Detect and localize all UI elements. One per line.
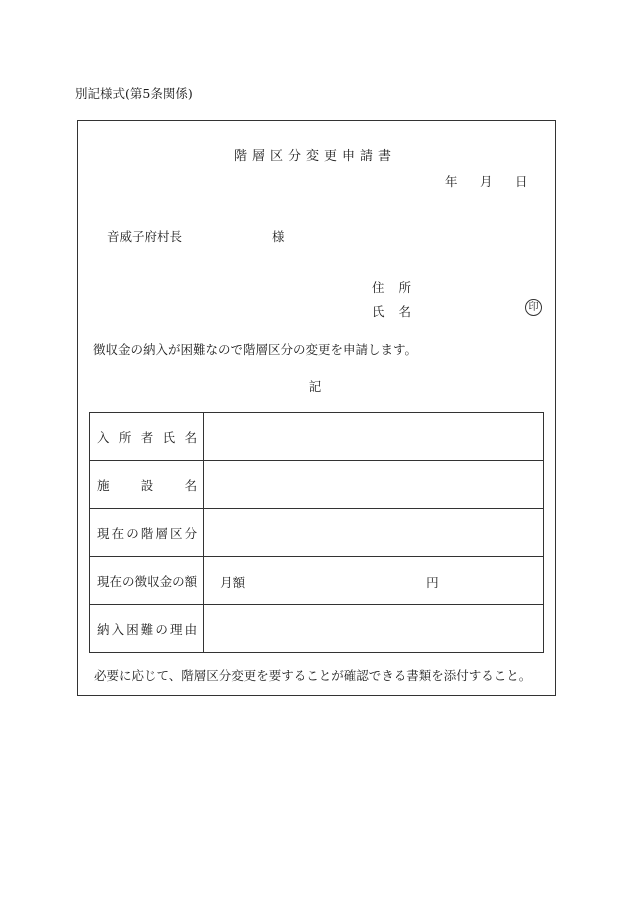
table-row <box>90 413 544 461</box>
reason-label-cell <box>90 605 204 653</box>
facility-name-label: 施 設 名 <box>97 477 198 493</box>
facility-name-label-cell <box>90 461 204 509</box>
date-day-label: 日 <box>515 174 528 189</box>
reason-label: 納 入 困 難 の 理 由 <box>97 621 198 637</box>
document-title: 階層区分変更申請書 <box>233 149 396 164</box>
current-fee-label: 現 在 の 徴 収 金 の 額 <box>97 573 198 589</box>
yen-unit-label: 円 <box>426 575 439 590</box>
recipient-name: 音威子府村長 <box>107 229 183 244</box>
table-row <box>90 557 544 605</box>
application-statement: 徴収金の納入が困難なので階層区分の変更を申請します。 <box>93 342 418 357</box>
facility-name-field[interactable] <box>204 461 544 509</box>
recipient-honorific: 様 <box>272 229 285 244</box>
applicant-address-label: 住所 <box>372 280 426 295</box>
date-month-label: 月 <box>480 174 493 189</box>
form-caption: 別記様式(第5条関係) <box>75 86 193 101</box>
table-row <box>90 509 544 557</box>
current-fee-label-cell <box>90 557 204 605</box>
current-class-label-cell <box>90 509 204 557</box>
seal-mark-icon: 印 <box>525 299 542 316</box>
table-row <box>90 461 544 509</box>
reason-field[interactable] <box>204 605 544 653</box>
current-class-label: 現 在 の 階 層 区 分 <box>97 525 198 541</box>
attachment-note: 必要に応じて、階層区分変更を要することが確認できる書類を添付すること。 <box>94 668 532 683</box>
ki-heading: 記 <box>308 379 322 394</box>
resident-name-field[interactable] <box>204 413 544 461</box>
table-row <box>90 605 544 653</box>
current-class-field[interactable] <box>204 509 544 557</box>
resident-name-label: 入 所 者 氏 名 <box>97 429 198 445</box>
current-fee-field[interactable] <box>204 557 544 605</box>
date-year-label: 年 <box>445 174 458 189</box>
resident-name-label-cell <box>90 413 204 461</box>
applicant-name-label: 氏名 <box>372 304 426 319</box>
detail-table <box>89 412 544 653</box>
monthly-amount-label: 月額 <box>220 575 246 590</box>
